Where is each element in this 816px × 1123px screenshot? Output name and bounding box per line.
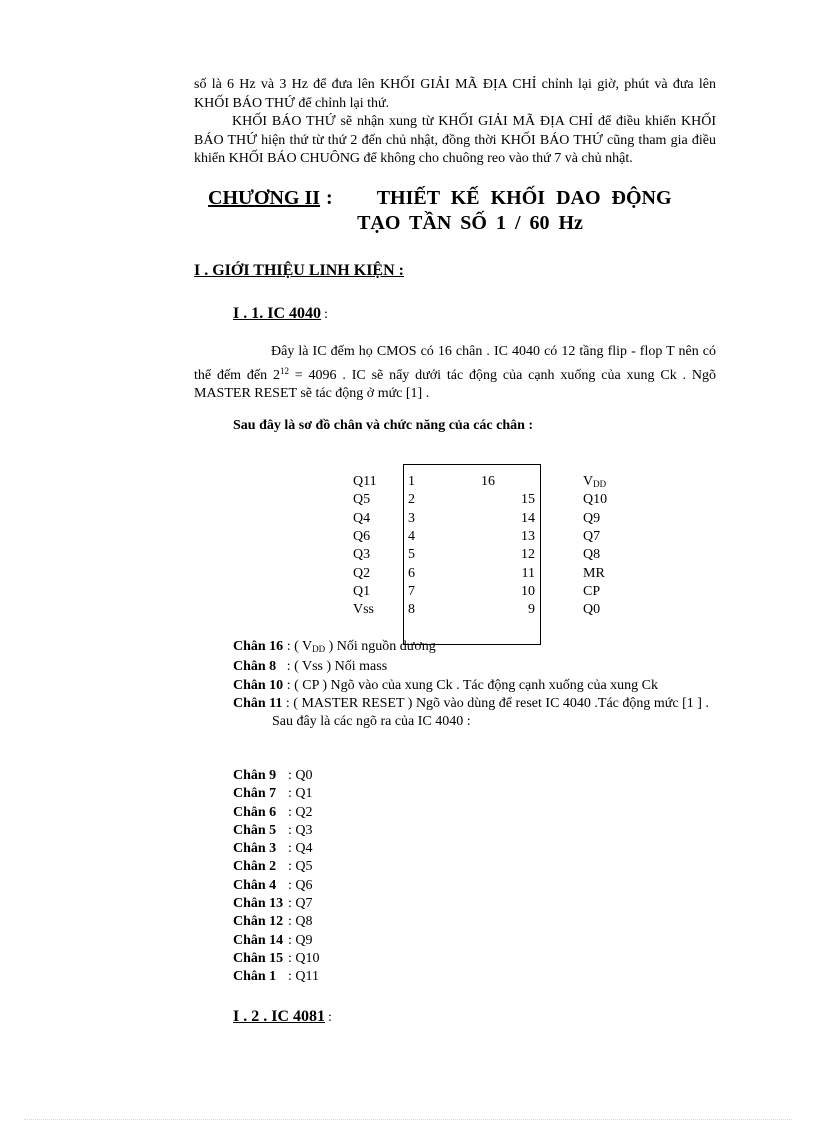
pin-left-label: Q1 [353, 583, 371, 599]
output-pin-key: Chân 6 [233, 804, 277, 820]
output-pin-value: : Q5 [288, 859, 313, 875]
pin16-key: Chân 16 [233, 639, 284, 654]
page-bottom-divider [24, 1119, 792, 1120]
section-heading: I . GIỚI THIỆU LINH KIỆN : [194, 262, 404, 279]
pin8-desc [194, 658, 716, 676]
pin-right-number: 16 [481, 474, 495, 489]
intro-text-2 [194, 113, 716, 169]
chapter-title-line-1: THIẾT KẾ KHỐI DAO ĐỘNG [376, 187, 672, 209]
pin-left-number: 3 [408, 510, 415, 526]
output-pin-value: : Q0 [288, 768, 313, 783]
pin8-key: Chân 8 [233, 659, 277, 675]
pin-left-number: 6 [408, 565, 415, 581]
chapter-code: CHƯƠNG II [208, 187, 321, 209]
pin-right-label: Q8 [583, 547, 601, 563]
pin-left-number: 5 [408, 547, 415, 563]
pin-left-number: 1 [408, 474, 415, 489]
pin-left-label: Q5 [353, 492, 371, 508]
output-row [233, 968, 320, 986]
pin10-desc [194, 677, 716, 695]
output-row [233, 932, 320, 950]
output-pin-list [233, 767, 320, 987]
pin-left-label: Q6 [353, 528, 371, 544]
ic4040-exponent: 12 [279, 365, 289, 376]
subsection-colon-4040: : [324, 307, 328, 322]
output-pin-key: Chân 15 [233, 950, 284, 966]
output-pin-value: : Q4 [288, 841, 313, 857]
output-row [233, 785, 320, 803]
pin-right-number: 9 [528, 602, 535, 618]
output-pin-key: Chân 3 [233, 841, 277, 857]
pin-left-label: Q11 [353, 474, 377, 489]
output-row [233, 858, 320, 876]
pin-left-label: Q4 [353, 510, 371, 526]
pin-right-number: 15 [521, 492, 535, 508]
output-pin-key: Chân 7 [233, 786, 277, 802]
intro-text-1: số là 6 Hz và 3 Hz để đưa lên KHỐI GIẢI MÃ ĐỊA CHỈ chỉnh lại giờ, phút và đưa lên KHỐI BÁO THỨ để chỉnh lại thứ. [194, 77, 716, 111]
pin11-key: Chân 11 [233, 695, 283, 711]
output-pin-value: : Q9 [288, 932, 313, 948]
output-pin-value: : Q8 [288, 914, 313, 930]
pin10-key: Chân 10 [233, 677, 284, 693]
output-pin-value: : Q6 [288, 877, 313, 893]
subsection-heading-4081 [233, 1008, 332, 1026]
output-row [233, 950, 320, 968]
output-pin-key: Chân 14 [233, 932, 284, 948]
pin-left-number: 7 [408, 583, 415, 599]
output-pin-key: Chân 1 [233, 969, 277, 985]
ic4040-text-a: Đây là IC đếm họ CMOS có 16 chân . IC 4040 có 12 tầng flip - flop T nên có thể đếm đến 2 [194, 344, 716, 383]
pin-right-number: 11 [521, 565, 535, 581]
output-row [233, 913, 320, 931]
pin-left-label: Vss [353, 602, 375, 618]
intro-text-2-body: KHỐI BÁO THỨ sẽ nhận xung từ KHỐI GIẢI MÃ ĐỊA CHỈ để điều khiển KHỐI BÁO THỨ hiện thứ từ thứ 2 đến chủ nhật, đồng thời KHỐI BÁO THỨ cũng tham gia điều khiển KHỐI BÁO CHUÔNG để không cho chuông reo vào thứ 7 và chủ nhật. [194, 114, 716, 166]
intro-paragraph [194, 76, 716, 169]
output-row [233, 877, 320, 895]
pin-right-label: CP [583, 583, 601, 599]
output-row [233, 840, 320, 858]
subsection-colon-4081: : [328, 1010, 332, 1025]
pin-right-number: 12 [521, 547, 535, 563]
output-pin-value: : Q1 [288, 786, 313, 802]
output-pin-key: Chân 12 [233, 914, 284, 930]
output-pin-value: : Q11 [288, 969, 319, 985]
output-row [233, 767, 320, 785]
ic4040-text-b: = 4096 . IC sẽ nẩy dưới tác động của cạnh xuống của xung Ck . Ngõ MASTER RESET sẽ tác động ở mức [1] . [194, 367, 716, 401]
output-pin-key: Chân 13 [233, 896, 284, 912]
pin-left-number: 8 [408, 602, 415, 618]
chapter-heading [194, 186, 716, 236]
subsection-title-4040: I . 1. IC 4040 [233, 305, 322, 322]
pinout-caption: Sau đây là sơ đồ chân và chức năng của các chân : [233, 418, 534, 433]
chapter-line-1 [194, 186, 716, 211]
output-pin-key: Chân 9 [233, 768, 277, 783]
pin-right-label [583, 473, 606, 493]
output-row [233, 822, 320, 840]
pin-right-label: Q10 [583, 492, 608, 508]
output-pin-value: : Q2 [288, 804, 313, 820]
vdd-base: V [583, 474, 594, 489]
pin-left-number: 4 [408, 528, 415, 544]
pin-right-label: Q7 [583, 528, 601, 544]
pin-left-number: 2 [408, 492, 415, 508]
pin-left-label: Q3 [353, 547, 371, 563]
pin-right-label: MR [583, 565, 605, 581]
pin16-text-a: : ( V [286, 639, 313, 654]
pin16-sub: DD [312, 644, 326, 654]
pin-right-number: 13 [521, 528, 535, 544]
pin16-text-b: ) Nối nguồn dương [325, 639, 436, 654]
output-pin-key: Chân 4 [233, 877, 277, 893]
chapter-title-line-2: TẠO TẦN SỐ 1 / 60 Hz [357, 212, 583, 234]
pin-right-label: Q9 [583, 510, 601, 526]
pin-right-number: 10 [521, 583, 535, 599]
vdd-subscript: DD [593, 479, 607, 489]
pin16-desc [194, 638, 716, 658]
pin-left-label: Q2 [353, 565, 371, 581]
output-pin-value: : Q3 [288, 822, 313, 838]
output-pin-key: Chân 5 [233, 822, 277, 838]
pin-right-label: Q0 [583, 602, 601, 618]
pin-right-number: 14 [521, 510, 535, 526]
output-row [233, 895, 320, 913]
pin11-desc [194, 695, 716, 713]
output-pin-key: Chân 2 [233, 859, 277, 875]
pin8-text: : ( Vss ) Nối mass [286, 659, 388, 675]
pin-descriptions [194, 638, 716, 731]
output-pin-value: : Q10 [288, 950, 320, 966]
pin11-text: : ( MASTER RESET ) Ngõ vào dùng để reset IC 4040 .Tác động mức [1 ] . [285, 695, 709, 711]
subsection-title-4081: I . 2 . IC 4081 [233, 1008, 326, 1025]
chapter-colon: : [326, 187, 333, 209]
ic4040-paragraph [194, 343, 716, 404]
output-pin-value: : Q7 [288, 896, 313, 912]
pin10-text: : ( CP ) Ngõ vào của xung Ck . Tác động cạnh xuống của xung Ck [286, 677, 659, 693]
subsection-heading-4040 [233, 305, 328, 323]
outputs-intro: Sau đây là các ngõ ra của IC 4040 : [272, 714, 471, 730]
output-row [233, 804, 320, 822]
